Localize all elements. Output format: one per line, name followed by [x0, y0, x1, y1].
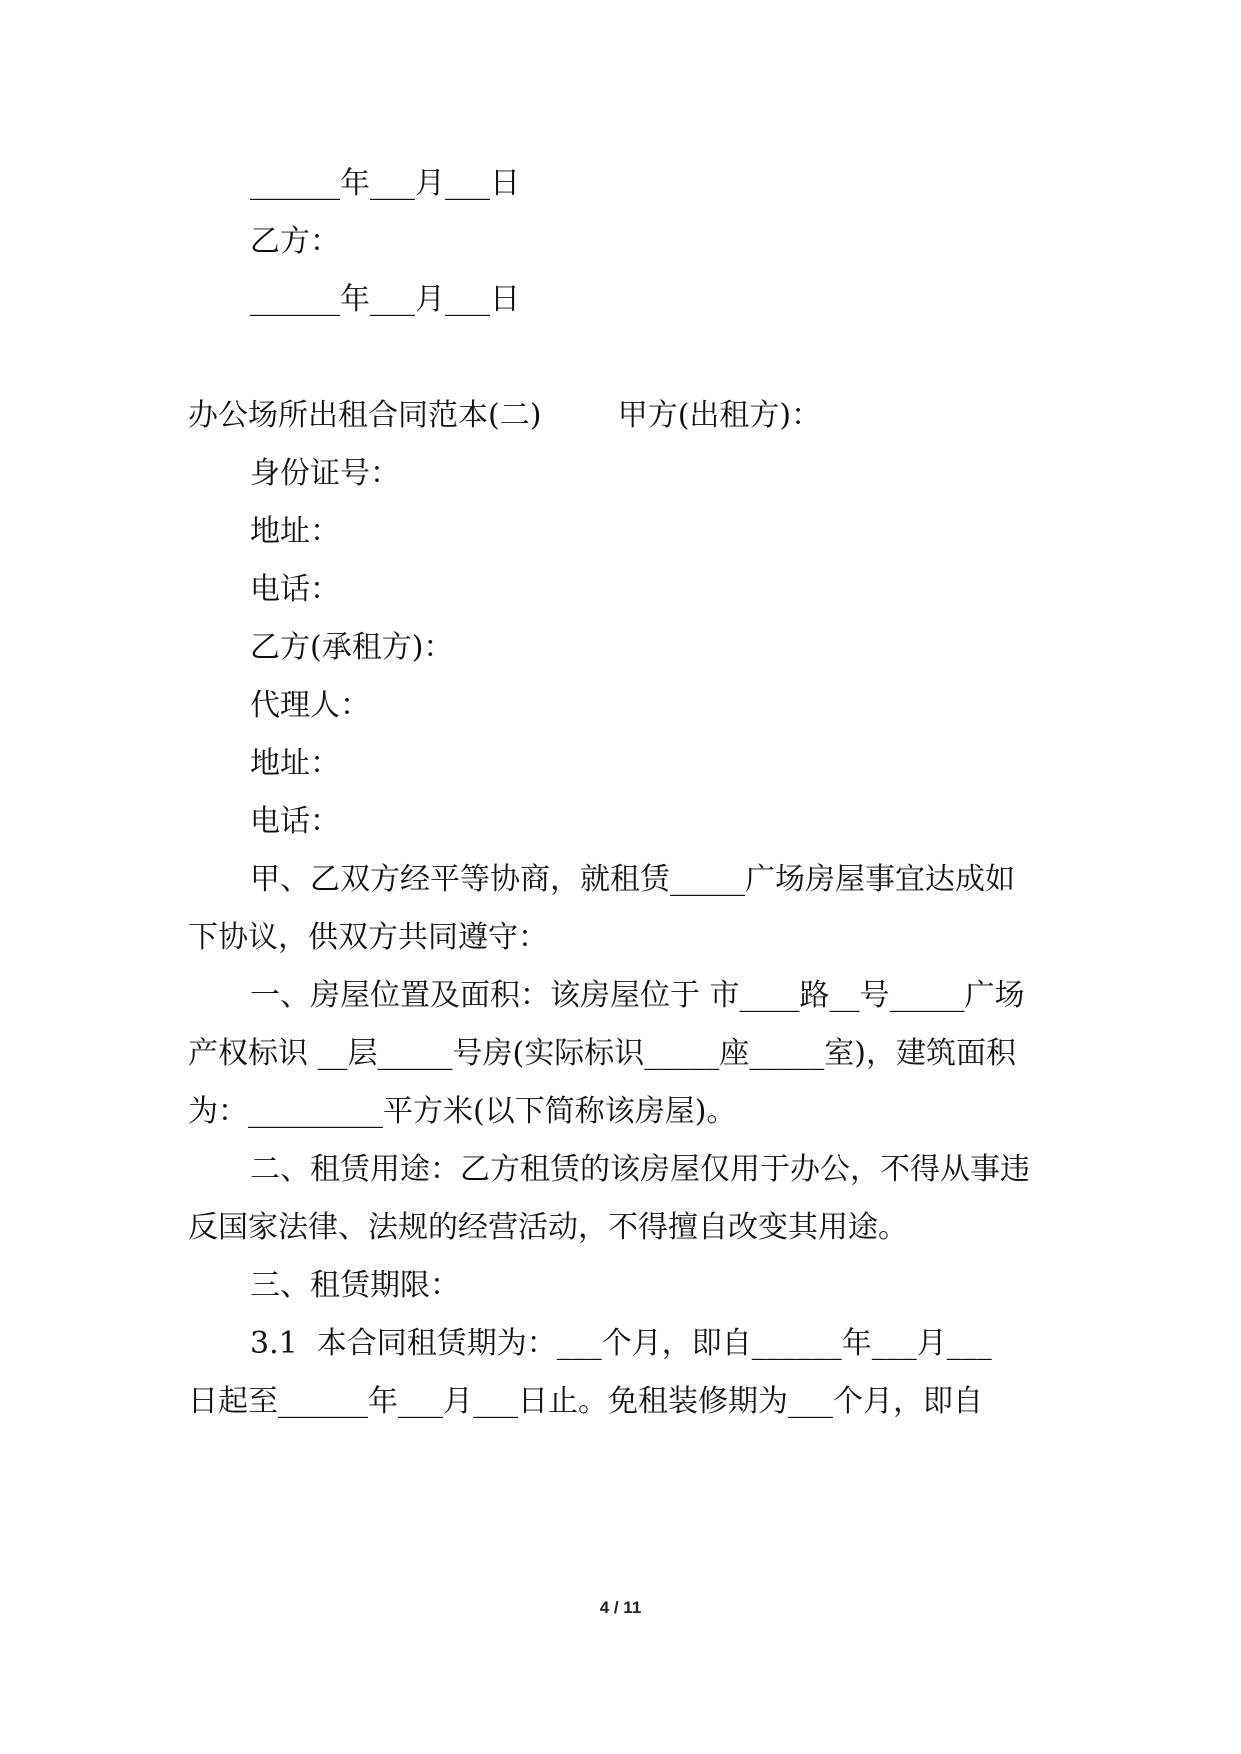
clause-3-heading: 三、租赁期限：	[250, 1268, 460, 1303]
contract-title: 办公场所出租合同范本(二) 甲方(出租方)：	[188, 398, 822, 433]
id-number-label: 身份证号：	[250, 456, 400, 491]
phone-label-a: 电话：	[250, 572, 340, 607]
party-b-label: 乙方：	[250, 224, 340, 259]
page-number: 4 / 11	[599, 1598, 642, 1617]
lessee-label: 乙方(承租方)：	[250, 630, 454, 665]
clause-3-1-line-2: 日起至______年___月___日止。免租装修期为___个月，即自	[188, 1384, 983, 1419]
clause-1-line-2: 产权标识 __层_____号房(实际标识_____座_____室)，建筑面积	[188, 1036, 1016, 1071]
agent-label: 代理人：	[250, 688, 370, 723]
address-label-b: 地址：	[250, 746, 340, 781]
clause-2-line-1: 二、租赁用途：乙方租赁的该房屋仅用于办公，不得从事违	[250, 1152, 1030, 1187]
agreement-intro-line-1: 甲、乙双方经平等协商，就租赁_____广场房屋事宜达成如	[250, 862, 1015, 897]
phone-label-b: 电话：	[250, 804, 340, 839]
date-line-party-a: ______年___月___日	[250, 166, 520, 201]
agreement-intro-line-2: 下协议，供双方共同遵守：	[188, 920, 548, 955]
date-line-party-b: ______年___月___日	[250, 282, 520, 317]
clause-1-line-1: 一、房屋位置及面积：该房屋位于 市____路__号_____广场	[250, 978, 1025, 1013]
clause-1-line-3: 为：_________平方米(以下简称该房屋)。	[188, 1094, 737, 1129]
address-label-a: 地址：	[250, 514, 340, 549]
clause-2-line-2: 反国家法律、法规的经营活动，不得擅自改变其用途。	[188, 1210, 908, 1245]
clause-3-1-line-1: 3.1 本合同租赁期为：___个月，即自______年___月___	[250, 1326, 992, 1361]
